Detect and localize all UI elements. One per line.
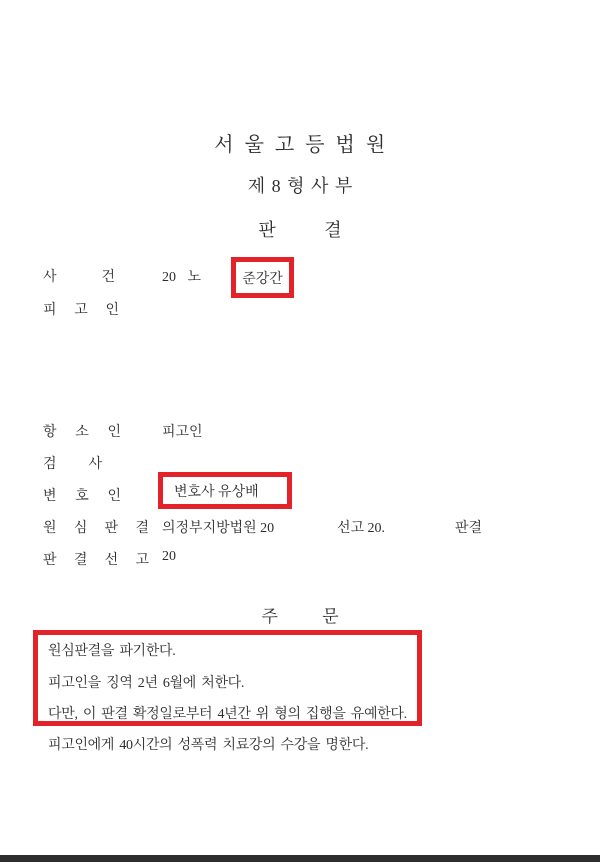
disposition-line-1: 원심판결을 파기한다. [48,644,176,659]
defendant-label: 피 고 인 [43,303,119,318]
scan-edge-bar [0,855,600,862]
lower-judgment-suffix: 판결 [455,521,483,536]
court-division: 제 8 형 사 부 [247,176,353,196]
charge-highlight-box [231,257,294,298]
case-number: 20 노 [162,270,202,285]
lower-judgment-label: 원 심 판 결 [43,521,149,536]
document-type-title: 판 결 [258,220,342,240]
court-name: 서 울 고 등 법 원 [214,134,386,156]
lower-judgment-sentence: 선고 20. [337,521,386,536]
counsel-label: 변 호 인 [43,489,121,504]
counsel-highlight-box [158,472,292,509]
charge-text: 준강간 [242,271,283,287]
case-label: 사 건 [43,270,115,285]
lower-judgment-court: 의정부지방법원 20 [162,521,275,536]
disposition-line-2: 피고인을 징역 2년 6월에 처한다. [48,676,245,691]
pronouncement-value: 20 [162,549,176,564]
disposition-line-3: 다만, 이 판결 확정일로부터 4년간 위 형의 집행을 유예한다. [48,707,407,722]
appellant-value: 피고인 [162,425,203,440]
appellant-label: 항 소 인 [43,425,121,440]
counsel-value: 변호사 유상배 [174,484,259,500]
prosecutor-label: 검 사 [43,457,102,472]
pronouncement-label: 판 결 선 고 [43,553,149,568]
disposition-heading: 주 문 [261,607,339,626]
disposition-line-4: 피고인에게 40시간의 성폭력 치료강의 수강을 명한다. [48,738,369,753]
